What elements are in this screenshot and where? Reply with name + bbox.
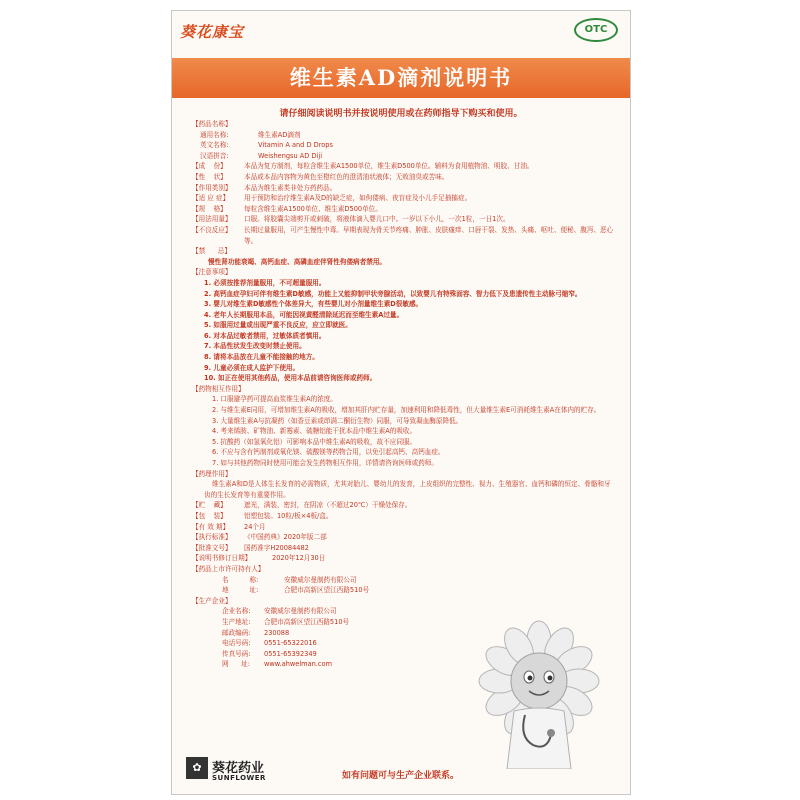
field-value: 24个月 — [244, 522, 266, 531]
specification-row — [192, 204, 616, 215]
appearance-row — [192, 172, 616, 183]
field-label: 【执行标准】 — [192, 533, 232, 542]
field-value: 2020年12月30日 — [272, 554, 326, 563]
contraindications-text: 慢性肾功能衰竭、高钙血症、高磷血症伴肾性佝偻病者禁用。 — [208, 257, 387, 266]
precaution-item: 2. 高钙血症孕妇可伴有维生素D敏感，功能上又能抑制甲状旁腺活动，以致婴儿有特殊面容、智力低下及患遗传性主动脉弓缩窄。 — [204, 289, 582, 298]
field-value: 0551-65392349 — [264, 649, 317, 658]
field-value: 合肥市高新区望江西路510号 — [264, 617, 350, 626]
field-label: 生产地址: — [222, 617, 251, 626]
field-value: 本品或本品内容物为黄色至橙红色的澄清油状液体；无败油臭或苦味。 — [244, 172, 449, 181]
precautions-header: 【注意事项】 — [192, 268, 232, 277]
interactions-header: 【药物相互作用】 — [192, 384, 245, 393]
storage-row — [192, 500, 616, 511]
manufacturer-row — [192, 606, 616, 617]
field-label: 【不良反应】 — [192, 225, 232, 234]
interaction-item: 4. 考来烯胺、矿物油、新霉素、硫糖铝能干扰本品中维生素A的吸收。 — [212, 427, 417, 436]
field-value: 《中国药典》2020年版二部 — [244, 533, 327, 542]
pharmacology-text: 维生素A和D是人体生长发育的必需物质，尤其对胎儿、婴幼儿的发育，上皮组织的完整性、视力、生殖器官、血钙和磷的恒定、骨骼和牙齿的生长发育等有重要作用。 — [204, 480, 611, 499]
license-holder-row — [192, 585, 616, 596]
precaution-item: 7. 本品性状发生改变时禁止使用。 — [204, 342, 306, 351]
field-label: 地 址: — [222, 586, 259, 595]
field-label: 【适 应 症】 — [192, 194, 230, 203]
interaction-item: 3. 大量维生素A与抗凝药（如香豆素或茚满二酮衍生物）同服，可导致凝血酶原降低。 — [212, 416, 463, 425]
license-holder-header: 【药品上市许可持有人】 — [192, 564, 265, 573]
drug-name-row — [192, 140, 616, 151]
field-label: 电话号码: — [222, 639, 251, 648]
field-value: 本品为维生素类非处方药药品。 — [244, 183, 337, 192]
sunflower-logo-icon: ✿ — [186, 757, 208, 779]
instruction-leaflet — [171, 10, 631, 795]
field-value: 每粒含维生素A1500单位、维生素D500单位。 — [244, 204, 382, 213]
precaution-item: 8. 请将本品放在儿童不能接触的地方。 — [204, 353, 319, 362]
field-value: Vitamin A and D Drops — [258, 141, 333, 150]
precaution-item: 6. 对本品过敏者禁用，过敏体质者慎用。 — [204, 331, 326, 340]
revision-date-row — [192, 553, 616, 564]
adverse-reactions-row — [192, 225, 616, 246]
contact-note: 如有问题可与生产企业联系。 — [342, 771, 460, 781]
usage-notice: 请仔细阅读说明书并按说明使用或在药师指导下购买和使用。 — [279, 109, 523, 119]
field-label: 传真号码: — [222, 649, 251, 658]
drug-name-row — [192, 130, 616, 141]
field-label: 网 址: — [222, 660, 250, 669]
interaction-item: 1. 口服避孕药可提高血浆维生素A的浓度。 — [212, 395, 337, 404]
field-value: 遮光，满装，密封，在阴凉（不超过20℃）干燥处保存。 — [244, 501, 412, 510]
field-label: 【性 状】 — [192, 172, 227, 181]
logo-english-name: SUNFLOWER — [212, 774, 266, 782]
standard-row — [192, 532, 616, 543]
leaflet-content — [192, 119, 616, 670]
package-row — [192, 511, 616, 522]
pharmacology-header: 【药理作用】 — [192, 469, 232, 478]
field-label: 【包 装】 — [192, 511, 227, 520]
precaution-item: 4. 老年人长期服用本品，可能因视黄醛清除延迟而至维生素A过量。 — [204, 310, 404, 319]
field-label: 【有 效 期】 — [192, 522, 230, 531]
field-label: 英文名称: — [200, 141, 229, 150]
field-value: 安徽威尔曼制药有限公司 — [264, 607, 337, 616]
precaution-item: 10. 如正在使用其他药品，使用本品前请咨询医师或药师。 — [204, 374, 377, 383]
field-value: 230088 — [264, 628, 290, 637]
field-value: 合肥市高新区望江西路510号 — [284, 586, 370, 595]
approval-number-row — [192, 543, 616, 554]
drug-name-row — [192, 151, 616, 162]
precaution-item: 5. 如服用过量或出现严重不良反应，应立即就医。 — [204, 321, 352, 330]
field-label: 【批准文号】 — [192, 543, 232, 552]
ingredients-row — [192, 161, 616, 172]
field-value: 维生素AD滴剂 — [258, 130, 301, 139]
field-label: 邮政编码: — [222, 628, 251, 637]
field-value: 0551-65322016 — [264, 639, 317, 648]
field-value: 安徽威尔曼制药有限公司 — [284, 575, 357, 584]
brand-logo: 葵花康宝 — [180, 23, 245, 41]
dosage-row — [192, 214, 616, 225]
contraindications-header: 【禁 忌】 — [192, 247, 231, 256]
indications-row — [192, 193, 616, 204]
precaution-item: 9. 儿童必须在成人监护下使用。 — [204, 363, 300, 372]
field-label: 通用名称: — [200, 130, 229, 139]
sunflower-mascot-illustration — [459, 619, 619, 769]
otc-badge: OTC — [574, 18, 618, 42]
logo-chinese-name: 葵花药业 — [212, 761, 265, 776]
field-value: 长期过量服用，可产生慢性中毒。早期表现为骨关节疼痛、肿胀、皮肤瘙痒、口唇干裂、发热、头痛、呕吐、便秘、腹泻、恶心等。 — [244, 225, 614, 245]
interaction-item: 7. 如与其他药物同时使用可能会发生药物相互作用，详情请咨询医师或药师。 — [212, 459, 438, 467]
manufacturer-header: 【生产企业】 — [192, 596, 232, 605]
interaction-item: 2. 与维生素E同用，可增加维生素A的吸收，增加其肝内贮存量，加速利用和降低毒性，但大量维生素E可消耗维生素A在体内的贮存。 — [212, 406, 601, 415]
category-row — [192, 183, 616, 194]
field-label: 【作用类别】 — [192, 183, 232, 192]
validity-row — [192, 522, 616, 533]
precaution-item: 3. 婴儿对维生素D敏感性个体差异大，有些婴儿对小剂量维生素D很敏感。 — [204, 300, 423, 309]
field-label: 企业名称: — [222, 607, 251, 616]
field-value: 本品为复方制剂，每粒含维生素A1500单位，维生素D500单位。辅料为食用植物油、明胶、甘油。 — [244, 162, 534, 171]
field-label: 名 称: — [222, 575, 259, 584]
precaution-item: 1. 必须按推荐剂量服用，不可超量服用。 — [204, 278, 326, 287]
field-value: 用于预防和治疗维生素A及D的缺乏症，如佝偻病、夜盲症及小儿手足抽搐症。 — [244, 194, 472, 203]
field-value: 铝塑包装。10粒/板×4板/盒。 — [244, 511, 333, 520]
field-value: www.ahwelman.com — [264, 660, 332, 669]
field-label: 【成 份】 — [192, 162, 227, 171]
license-holder-row — [192, 575, 616, 586]
field-value: 口服。将胶囊尖端剪开或刺破，将液体滴入婴儿口中。一岁以下小儿，一次1粒，一日1次。 — [244, 215, 510, 224]
field-label: 【用法用量】 — [192, 215, 232, 224]
field-value: Weishengsu AD Diji — [258, 151, 323, 160]
interaction-item: 6. 不应与含有钙制剂或氧化镁、硫酸镁等药物合用，以免引起高钙、高钙血症。 — [212, 448, 445, 457]
drug-name-header: 【药品名称】 — [192, 120, 232, 128]
interaction-item: 5. 抗酸药（如氢氧化铝）可影响本品中维生素A的吸收，故不应同服。 — [212, 437, 417, 446]
document-title: 维生素AD滴剂说明书 — [172, 58, 630, 98]
field-label: 【规 格】 — [192, 204, 227, 213]
field-label: 【说明书修订日期】 — [192, 554, 252, 563]
field-label: 汉语拼音: — [200, 151, 229, 160]
field-value: 国药准字H20084482 — [244, 543, 309, 552]
field-label: 【贮 藏】 — [192, 501, 227, 510]
